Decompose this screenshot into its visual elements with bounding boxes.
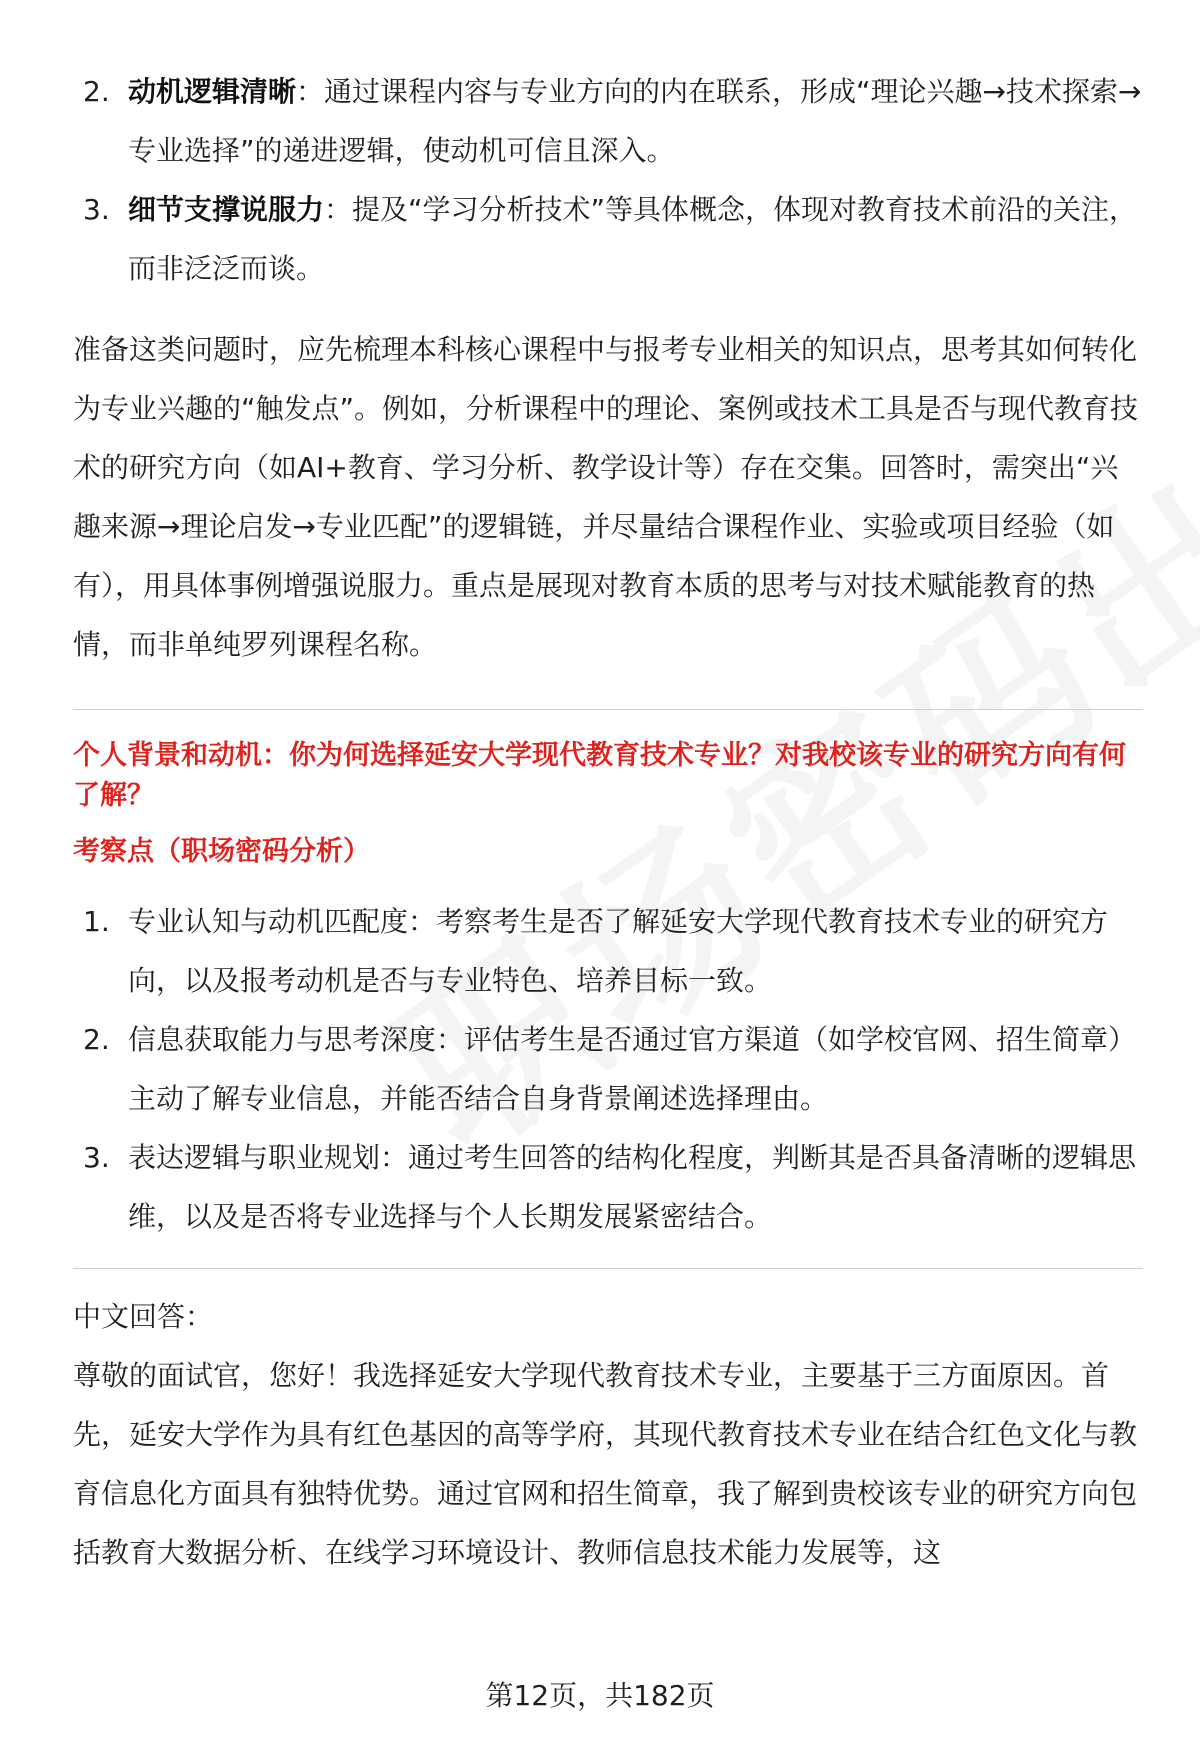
list-item: [73, 1010, 1143, 1128]
list-term: 动机逻辑清晰: [128, 75, 297, 108]
list-number: 2.: [83, 75, 110, 108]
list-item: [73, 892, 1143, 1010]
list-number: 2.: [83, 1023, 110, 1056]
list-item: [73, 62, 1143, 180]
list-number: 3.: [83, 1141, 110, 1174]
list-text: 表达逻辑与职业规划：通过考生回答的结构化程度，判断其是否具备清晰的逻辑思维，以及是否将专业选择与个人长期发展紧密结合。: [128, 1141, 1137, 1233]
intro-list: [73, 62, 1143, 298]
question-heading: 个人背景和动机：你为何选择延安大学现代教育技术专业？对我校该专业的研究方向有何了解？: [73, 740, 1126, 811]
document-body: [73, 62, 1143, 1582]
exam-points-heading: 考察点（职场密码分析）: [73, 836, 370, 867]
page-footer: 第12页，共182页: [485, 1679, 715, 1712]
prep-paragraph: 准备这类问题时，应先梳理本科核心课程中与报考专业相关的知识点，思考其如何转化为专业兴趣的“触发点”。例如，分析课程中的理论、案例或技术工具是否与现代教育技术的研究方向（如AI+教育、学习分析、教学设计等）存在交集。回答时，需突出“兴趣来源→理论启发→专业匹配”的逻辑链，并尽量结合课程作业、实验或项目经验（如有），用具体事例增强说服力。重点是展现对教育本质的思考与对技术赋能教育的热情，而非单纯罗列课程名称。: [73, 333, 1139, 661]
list-text: ：提及“学习分析技术”等具体概念，体现对教育技术前沿的关注，而非泛泛而谈。: [128, 193, 1138, 285]
list-text: 专业认知与动机匹配度：考察考生是否了解延安大学现代教育技术专业的研究方向，以及报考动机是否与专业特色、培养目标一致。: [128, 905, 1109, 997]
list-item: [73, 1128, 1143, 1246]
list-text: ：通过课程内容与专业方向的内在联系，形成“理论兴趣→技术探索→专业选择”的递进逻辑，使动机可信且深入。: [128, 75, 1142, 167]
list-text: 信息获取能力与思考深度：评估考生是否通过官方渠道（如学校官网、招生简章）主动了解专业信息，并能否结合自身背景阐述选择理由。: [128, 1023, 1137, 1115]
answer-text: 尊敬的面试官，您好！我选择延安大学现代教育技术专业，主要基于三方面原因。首先，延安大学作为具有红色基因的高等学府，其现代教育技术专业在结合红色文化与教育信息化方面具有独特优势。通过官网和招生简章，我了解到贵校该专业的研究方向包括教育大数据分析、在线学习环境设计、教师信息技术能力发展等，这: [73, 1359, 1138, 1569]
list-number: 3.: [83, 193, 110, 226]
list-item: [73, 180, 1143, 298]
list-term: 细节支撑说服力: [128, 193, 325, 226]
exam-points-list: [73, 892, 1143, 1246]
answer-label: 中文回答：: [73, 1300, 214, 1333]
list-number: 1.: [83, 905, 110, 938]
